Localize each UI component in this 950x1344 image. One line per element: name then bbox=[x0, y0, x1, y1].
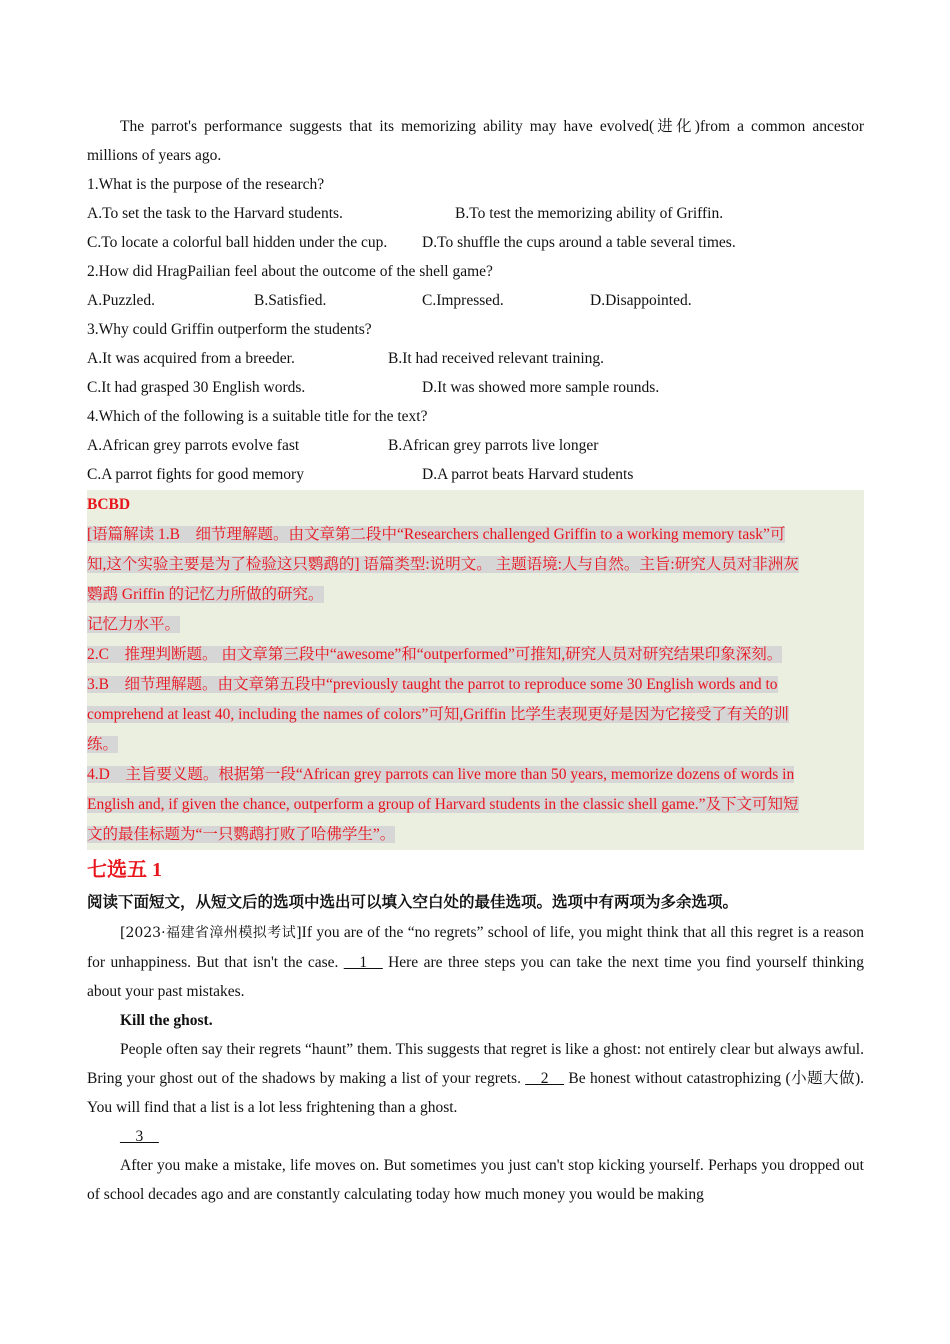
blank-2: __2__ bbox=[525, 1070, 565, 1087]
options-row bbox=[87, 344, 864, 373]
cloze-paragraph-1: [2023·福建省漳州模拟考试]If you are of the “no regrets” school of life, you might think that all this regret is a reason for unhappiness. But that isn't the case. __1__ Here are three steps you can take the next time you find yourself thinking about your past mistakes. bbox=[87, 924, 865, 1000]
option-c: C.Impressed. bbox=[422, 292, 504, 309]
question-stem: 1.What is the purpose of the research? bbox=[87, 176, 325, 193]
question-1 bbox=[87, 170, 864, 257]
passage-conclusion: The parrot's performance suggests that its memorizing ability may have evolved(进化)from a common ancestor millions of years ago. bbox=[87, 118, 864, 164]
explanation-2: 2.C 推理判断题。 由文章第三段中“awesome”和“outperformed”可推知,研究人员对研究结果印象深刻。 bbox=[87, 646, 783, 663]
option-b: B.To test the memorizing ability of Griffin. bbox=[455, 205, 724, 222]
option-d: D.To shuffle the cups around a table several times. bbox=[422, 234, 736, 251]
explanation-3: 3.B 细节理解题。由文章第五段中“previously taught the parrot to reproduce some 30 English words and to comprehend at least 40, including the names of colors”可知,Griffin 比学生表现更好是因为它接受了有关的训 练。 bbox=[87, 676, 789, 753]
document-page bbox=[87, 112, 864, 1209]
option-b: B.It had received relevant training. bbox=[388, 350, 605, 367]
option-a: A.To set the task to the Harvard students. bbox=[87, 205, 343, 222]
question-2 bbox=[87, 257, 864, 315]
option-c: C.It had grasped 30 English words. bbox=[87, 379, 306, 396]
option-a: A.It was acquired from a breeder. bbox=[87, 350, 295, 367]
option-c: C.A parrot fights for good memory bbox=[87, 466, 304, 483]
answer-key-block bbox=[87, 490, 864, 850]
question-stem: 2.How did HragPailian feel about the outcome of the shell game? bbox=[87, 263, 493, 280]
options-row bbox=[87, 286, 864, 315]
answer-letters: BCBD bbox=[87, 496, 131, 513]
question-3 bbox=[87, 315, 864, 402]
explanation-4: 4.D 主旨要义题。根据第一段“African grey parrots can live more than 50 years, memorize dozens of words in English and, if given the chance, outperform a group of Harvard students in the classic shell game.”及下文可知短 文的最佳标题为“一只鹦鹉打败了哈佛学生”。 bbox=[87, 766, 799, 843]
source-tag: [2023·福建省漳州模拟考试] bbox=[120, 925, 302, 941]
options-row bbox=[87, 228, 864, 257]
section-instruction: 阅读下面短文，从短文后的选项中选出可以填入空白处的最佳选项。选项中有两项为多余选项。 bbox=[87, 894, 739, 911]
options-row bbox=[87, 373, 864, 402]
option-b: B.African grey parrots live longer bbox=[388, 437, 599, 454]
option-a: A.Puzzled. bbox=[87, 292, 156, 309]
options-row bbox=[87, 460, 864, 489]
explanation-1: [语篇解读 1.B 细节理解题。由文章第二段中“Researchers challenged Griffin to a working memory task”可 知,这个实验主要是为了检验这只鹦鹉的] 语篇类型:说明文。 主题语境:人与自然。主旨:研究人员对非洲灰 鹦鹉 Griffin 的记忆力所做的研究。 记忆力水平。 bbox=[87, 526, 799, 633]
options-row bbox=[87, 431, 864, 460]
blank-3-heading bbox=[87, 1122, 864, 1151]
option-d: D.It was showed more sample rounds. bbox=[422, 379, 660, 396]
option-d: D.A parrot beats Harvard students bbox=[422, 466, 634, 483]
blank-3: __3__ bbox=[120, 1128, 159, 1145]
blank-1: __1__ bbox=[343, 954, 383, 971]
question-4 bbox=[87, 402, 864, 489]
option-d: D.Disappointed. bbox=[590, 292, 692, 309]
question-stem: 4.Which of the following is a suitable title for the text? bbox=[87, 408, 428, 425]
options-row bbox=[87, 199, 864, 228]
question-stem: 3.Why could Griffin outperform the students? bbox=[87, 321, 372, 338]
cloze-paragraph-2: People often say their regrets “haunt” them. This suggests that regret is like a ghost: not entirely clear but always awful. Bring your ghost out of the shadows by making a list of your regrets. __2__ Be honest without catastrophizing (小题大做). You will find that a list is a lot less frightening than a ghost. bbox=[87, 1041, 865, 1116]
cloze-paragraph-3: After you make a mistake, life moves on. But sometimes you just can't stop kicking yourself. Perhaps you dropped out of school decades ago and are constantly calculating today how much money you would be making bbox=[87, 1157, 864, 1203]
option-c: C.To locate a colorful ball hidden under the cup. bbox=[87, 234, 388, 251]
section-title: 七选五 1 bbox=[87, 859, 162, 881]
option-b: B.Satisfied. bbox=[254, 292, 327, 309]
option-a: A.African grey parrots evolve fast bbox=[87, 437, 300, 454]
heading-kill-the-ghost: Kill the ghost. bbox=[120, 1012, 213, 1029]
